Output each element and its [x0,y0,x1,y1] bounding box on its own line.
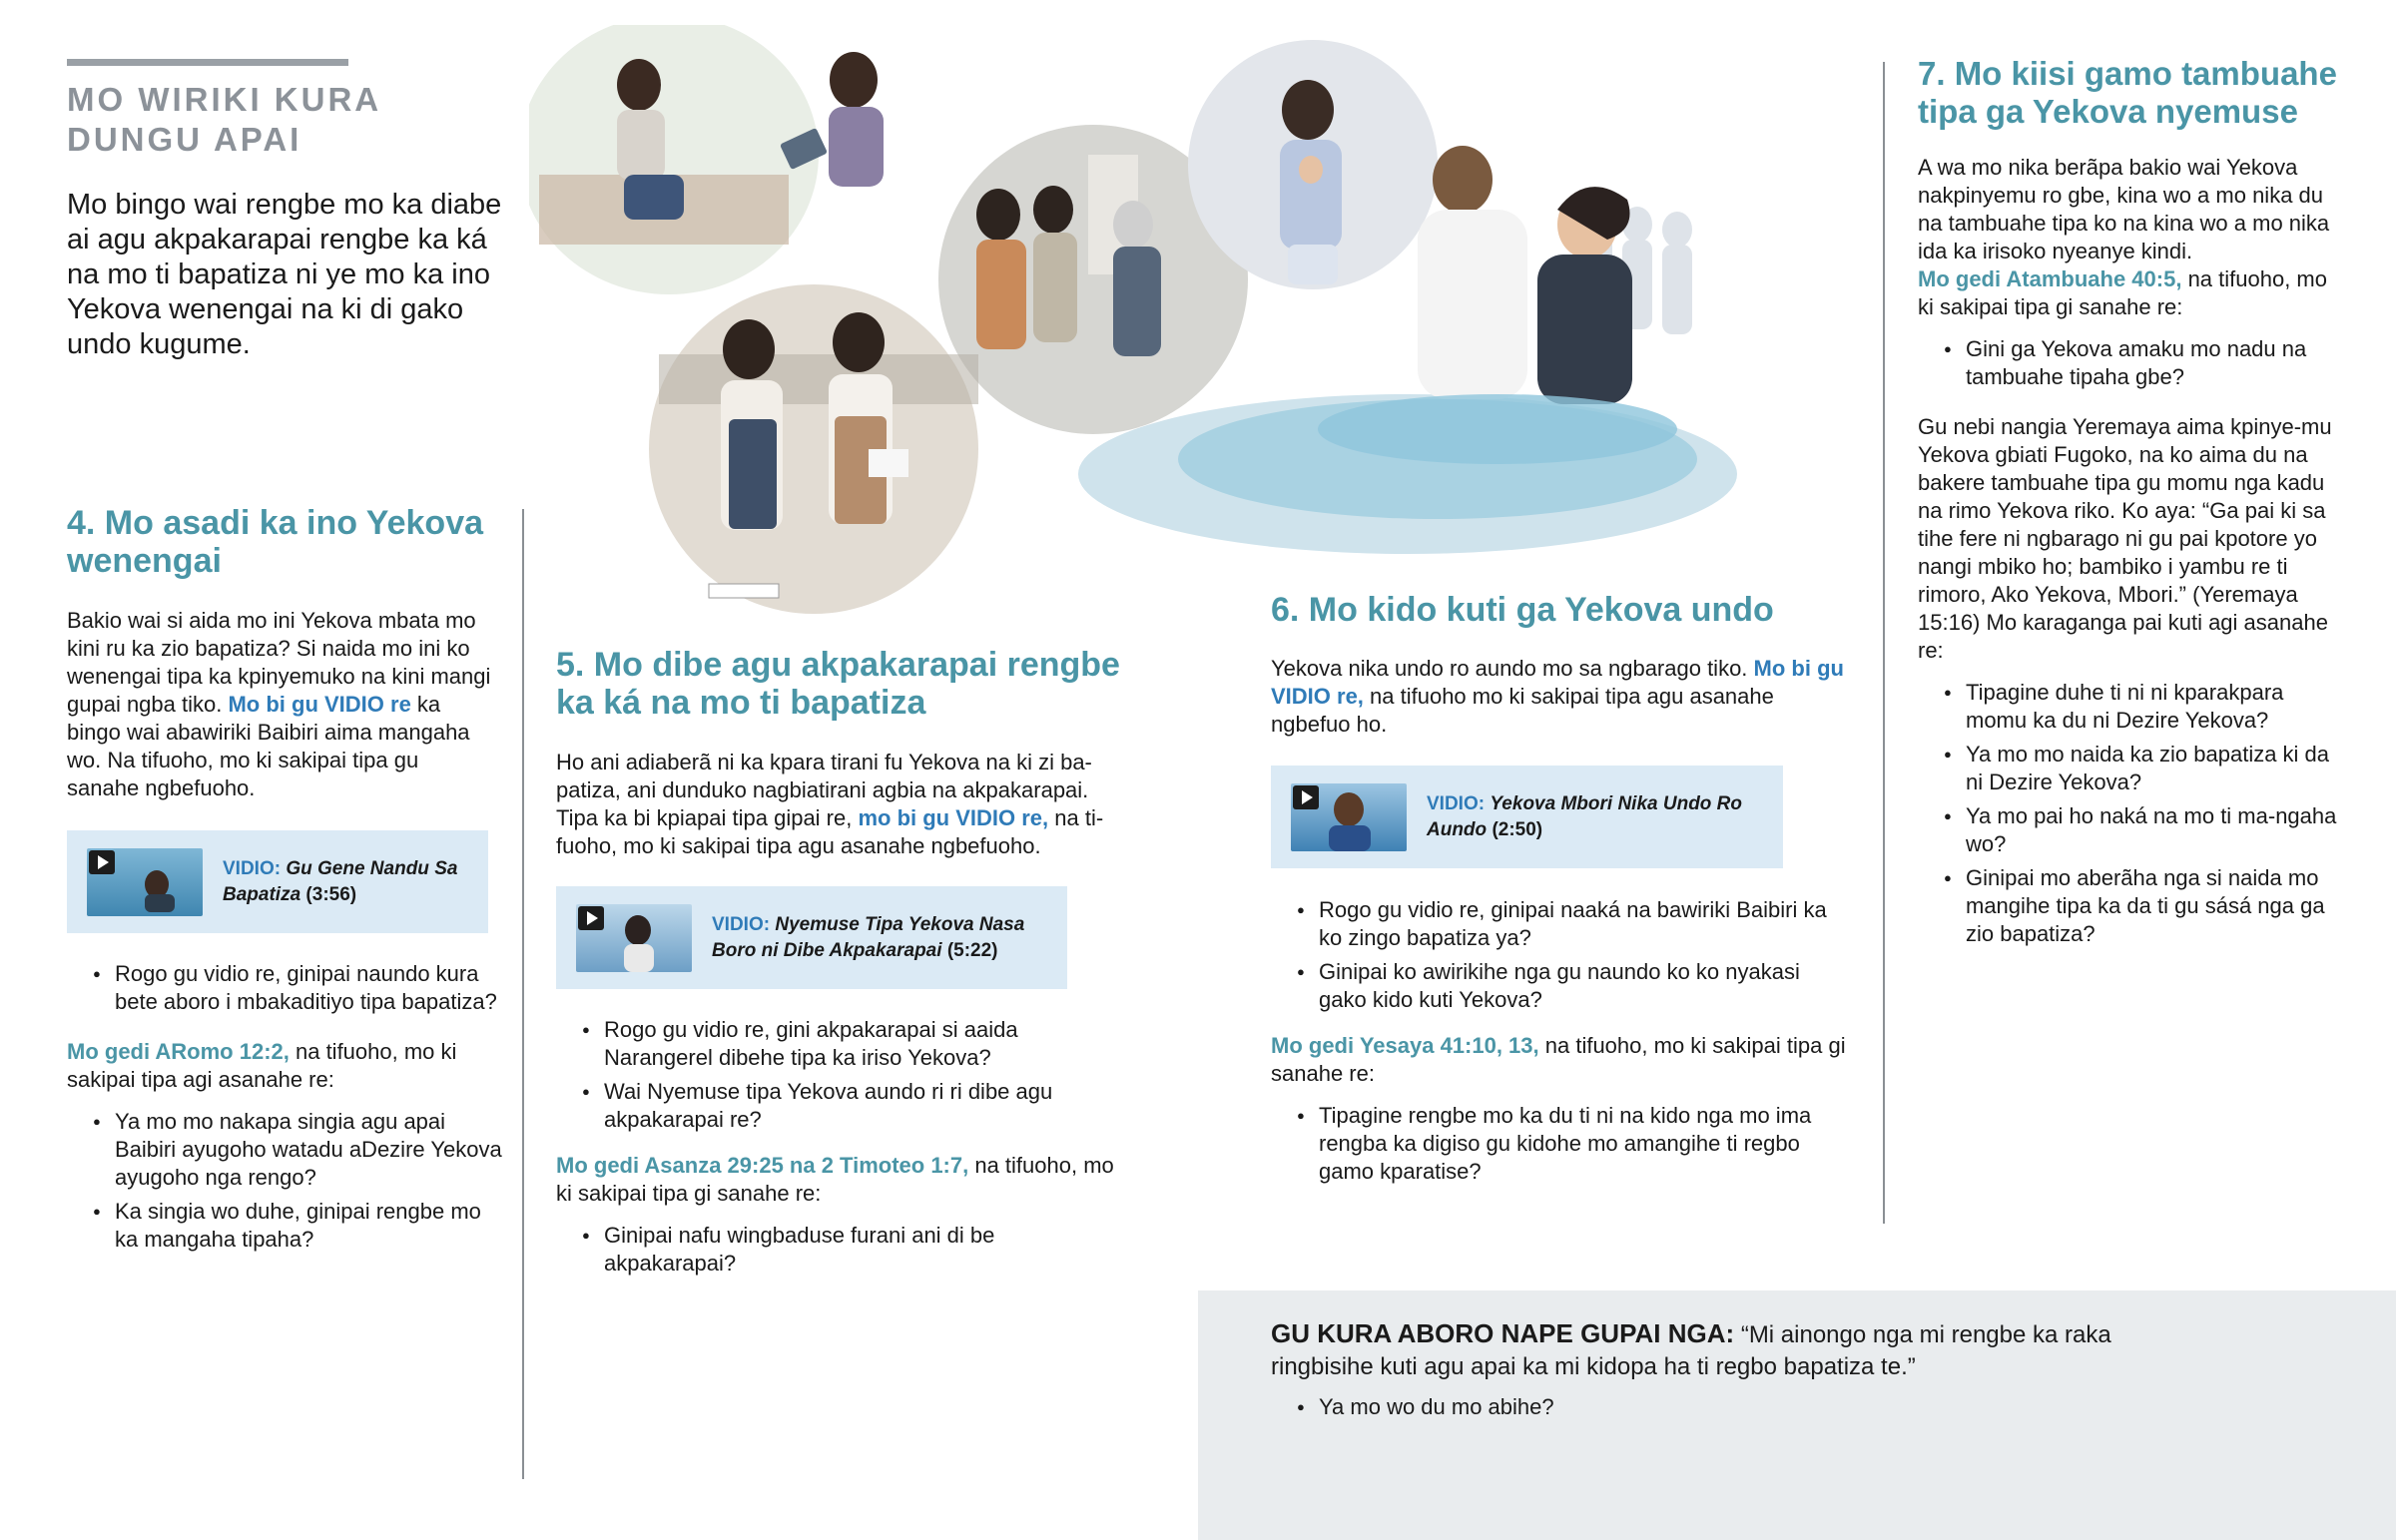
question-item: ● Gini ga Yekova amaku mo nadu na tambuahe tipaha gbe? [1918,335,2337,391]
question-list [67,1108,506,1254]
question-item: ● Ya mo mo nakapa singia agu apai Baibiri ayugoho watadu aDezire Yekova ayugoho nga rengo? [67,1108,506,1192]
column-divider [1883,62,1885,1224]
baptism-illustration [1078,130,1777,589]
question-item: ● Ya mo mo naida ka zio bapatiza ki da ni Dezire Yekova? [1918,741,2337,796]
section-6 [1271,591,1850,739]
question-item: ● Ya mo pai ho naká na mo ti ma-ngaha wo? [1918,802,2337,858]
question-list [1271,1102,1850,1186]
scripture-reference[interactable]: Mo gedi ARomo 12:2, [67,1039,290,1064]
intro-text: Mo bingo wai rengbe mo ka diabe ai agu akpakarapai rengbe ka ká na mo ti bapatiza ni ye mo ka ino Yekova wenengai na ki di gako undo kugume. [67,189,502,360]
question-item: ● Ya mo wo du mo abihe? [1271,1393,2149,1421]
video-link[interactable]: Mo bi gu VIDIO re [228,692,411,717]
video-thumbnail [87,848,203,916]
video-link[interactable]: mo bi gu VIDIO re, [858,805,1049,830]
objection-lead: GU KURA ABORO NAPE GUPAI NGA: [1271,1318,1735,1348]
scripture-instruction: Mo gedi ARomo 12:2, na tifuoho, mo ki sakipai tipa agi asanahe re: [67,1039,457,1092]
section-6-questions [1271,896,1850,1192]
coworkers-circle-illustration [649,284,978,614]
section-6-paragraph: Yekova nika undo ro aundo mo sa ngbarago tiko. Mo bi gu VIDIO re, na tifuoho mo ki sakipai tipa agu asanahe ngbefuo ho. [1271,656,1844,737]
question-item: ● Tipagine duhe ti ni ni kparakpara momu ka du ni Dezire Yekova? [1918,679,2337,735]
scripture-instruction: Mo gedi Asanza 29:25 na 2 Timoteo 1:7, na tifuoho, mo ki sakipai tipa gi sanahe re: [556,1153,1114,1206]
video-card[interactable] [67,830,488,933]
video-card[interactable] [556,886,1067,989]
video-info: VIDIO: Nyemuse Tipa Yekova Nasa Boro ni Dibe Akpakarapai (5:22) [712,913,1025,961]
question-item: ● Rogo gu vidio re, ginipai naundo kura bete aboro i mbakaditiyo tipa bapatiza? [67,960,506,1016]
question-item: ● Ginipai ko awirikihe nga gu naundo ko ko nyakasi gako kido kuti Yekova? [1271,958,1850,1014]
question-list [1918,679,2337,948]
section-4-title: 4. Mo asadi ka ino Yekova wenengai [67,504,484,580]
question-list [67,960,506,1016]
question-item: ● Ginipai mo aberãha nga si naida mo mangihe tipa ka da ti gu sásá nga ga zio bapatiza? [1918,864,2337,948]
video-thumbnail [576,904,692,972]
scripture-reference[interactable]: Mo gedi Asanza 29:25 na 2 Timoteo 1:7, [556,1153,969,1178]
video-info: VIDIO: Yekova Mbori Nika Undo Ro Aundo (2:50) [1427,792,1743,840]
question-list [1271,896,1850,1014]
play-icon[interactable] [1293,785,1319,809]
scripture-instruction: Mo gedi Atambuahe 40:5, na tifuoho, mo ki sakipai tipa gi sanahe re: [1918,266,2327,319]
scripture-reference[interactable]: Mo gedi Yesaya 41:10, 13, [1271,1033,1539,1058]
objection-text: GU KURA ABORO NAPE GUPAI NGA: “Mi ainongo nga mi rengbe ka raka ringbisihe kuti agu apai ka mi kidopa ha ti regbo bapatiza te.” [1271,1318,2111,1380]
bench-scene-illustration [529,25,884,294]
section-4-questions [67,960,506,1260]
question-item: ● Ka singia wo duhe, ginipai rengbe mo ka mangaha tipaha? [67,1198,506,1254]
section-5-title: 5. Mo dibe agu akpakarapai rengbe ka ká na mo ti bapatiza [556,646,1120,722]
section-5-paragraph: Ho ani adiaberã ni ka kpara tirani fu Yekova na ki zi ba-patiza, ani dunduko nagbiatirani agbia na akpakarapai. Tipa ka bi kpiapai tipa gipai re, mo bi gu VIDIO re, na ti-fuoho, mo ki sakipai tipa agu asanahe ngbefuoho. [556,750,1104,858]
scripture-reference[interactable]: Mo gedi Atambuahe 40:5, [1918,266,2182,291]
scripture-instruction: Mo gedi Yesaya 41:10, 13, na tifuoho, mo ki sakipai tipa gi sanahe re: [1271,1033,1846,1086]
video-card[interactable] [1271,766,1783,868]
question-item: ● Tipagine rengbe mo ka du ti ni na kido nga mo ima rengba ka digiso gu kidohe mo amangihe ti regbo gamo kparatise? [1271,1102,1850,1186]
question-list [1918,335,2337,391]
question-list [556,1016,1115,1134]
section-5-questions [556,1016,1115,1283]
video-thumbnail [1291,783,1407,851]
section-kicker: MO WIRIKI KURA DUNGU APAI [67,81,380,158]
column-divider [522,509,524,1479]
question-item: ● Rogo gu vidio re, gini akpakarapai si aaida Narangerel dibehe tipa ka iriso Yekova? [556,1016,1115,1072]
objection-content [1271,1317,2149,1427]
section-7-paragraph-2: Gu nebi nangia Yeremaya aima kpinye-mu Yekova gbiati Fugoko, na ko aima du na bakere tambuahe tipa gu momu nga kadu na rimo Yekova riko. Ko aya: “Ga pai ki sa tihe fere ni ngbarago ni gu pai kpotore yo nangi mbiko ho; bambiko i yambu re ti rimoro, Ako Yekova, Mbori.” (Yeremaya 15:16) Mo karaganga pai kuti agi asanahe re: [1918,414,2332,663]
question-list [1271,1393,2149,1421]
question-item: ● Wai Nyemuse tipa Yekova aundo ri ri dibe agu akpakarapai re? [556,1078,1115,1134]
section-7-title: 7. Mo kiisi gamo tambuahe tipa ga Yekova nyemuse [1918,55,2337,130]
question-item: ● Rogo gu vidio re, ginipai naaká na bawiriki Baibiri ka ko zingo bapatiza ya? [1271,896,1850,952]
play-icon[interactable] [89,850,115,874]
video-link[interactable]: Mo bi gu VIDIO re, [1271,656,1844,709]
section-7-paragraph: A wa mo nika berãpa bakio wai Yekova nakpinyemu ro gbe, kina wo a mo nika du na tambuahe tipa ko na kina wo a mo nika ida ka irisoko nyeanye kindi. [1918,155,2330,263]
video-info: VIDIO: Gu Gene Nandu Sa Bapatiza (3:56) [223,857,458,905]
section-6-title: 6. Mo kido kuti ga Yekova undo [1271,591,1774,629]
section-4 [67,504,496,802]
section-7 [1918,55,2337,954]
question-list [556,1222,1115,1278]
section-5 [556,646,1135,860]
header-rule [67,59,348,66]
section-4-paragraph: Bakio wai si aida mo ini Yekova mbata mo kini ru ka zio bapatiza? Si naida mo ini ko wenengai tipa ka kpinyemuko na kini mangi gupai ngba tiko. Mo bi gu VIDIO re ka bingo wai abawiriki Baibiri aima mangaha wo. Na tifuoho, mo ki sakipai tipa gu sanahe ngbefuoho. [67,608,491,800]
question-item: ● Ginipai nafu wingbaduse furani ani di be akpakarapai? [556,1222,1115,1278]
play-icon[interactable] [578,906,604,930]
